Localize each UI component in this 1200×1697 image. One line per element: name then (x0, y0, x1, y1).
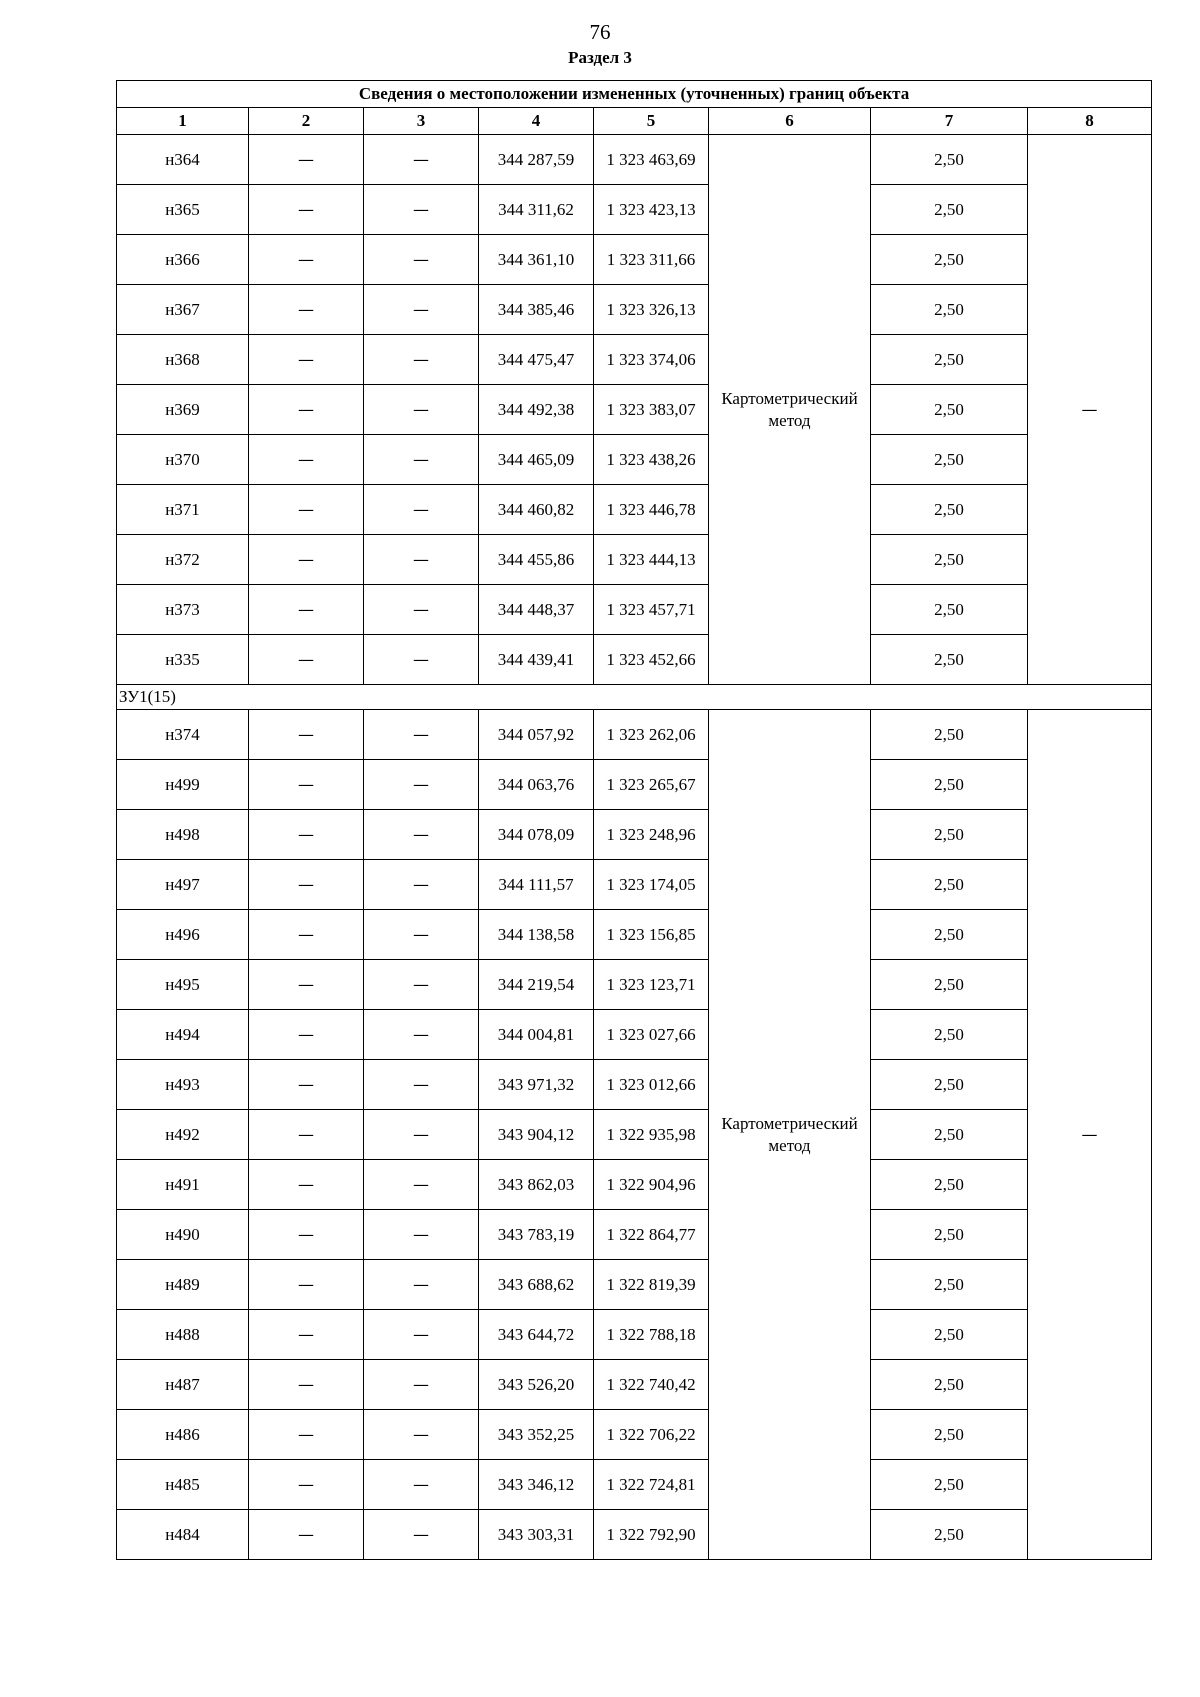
column-3-cell: — (364, 860, 479, 910)
table-row (117, 1160, 1152, 1210)
y-coordinate-cell: 1 322 904,96 (594, 1160, 709, 1210)
x-coordinate-cell: 343 688,62 (479, 1260, 594, 1310)
column-2-cell: — (249, 535, 364, 585)
x-coordinate-cell: 344 448,37 (479, 585, 594, 635)
column-3-cell: — (364, 185, 479, 235)
x-coordinate-cell: 344 385,46 (479, 285, 594, 335)
accuracy-cell: 2,50 (871, 335, 1028, 385)
column-number: 2 (249, 108, 364, 135)
point-name-cell: н365 (117, 185, 249, 235)
accuracy-cell: 2,50 (871, 535, 1028, 585)
column-3-cell: — (364, 910, 479, 960)
x-coordinate-cell: 344 004,81 (479, 1010, 594, 1060)
table-row (117, 1060, 1152, 1110)
table-row (117, 1510, 1152, 1560)
column-number: 8 (1028, 108, 1152, 135)
table-row (117, 235, 1152, 285)
x-coordinate-cell: 343 644,72 (479, 1310, 594, 1360)
table-row (117, 910, 1152, 960)
y-coordinate-cell: 1 323 262,06 (594, 710, 709, 760)
y-coordinate-cell: 1 323 265,67 (594, 760, 709, 810)
table-row (117, 710, 1152, 760)
y-coordinate-cell: 1 323 383,07 (594, 385, 709, 435)
point-name-cell: н486 (117, 1410, 249, 1460)
point-name-cell: н490 (117, 1210, 249, 1260)
column-2-cell: — (249, 1010, 364, 1060)
accuracy-cell: 2,50 (871, 135, 1028, 185)
accuracy-cell: 2,50 (871, 1110, 1028, 1160)
table-row (117, 285, 1152, 335)
column-3-cell: — (364, 535, 479, 585)
column-2-cell: — (249, 710, 364, 760)
table-row (117, 1460, 1152, 1510)
table-body (117, 135, 1152, 1560)
accuracy-cell: 2,50 (871, 1010, 1028, 1060)
method-cell: Картометрический метод (709, 710, 871, 1560)
table-row (117, 485, 1152, 535)
accuracy-cell: 2,50 (871, 1160, 1028, 1210)
column-3-cell: — (364, 335, 479, 385)
point-name-cell: н497 (117, 860, 249, 910)
point-name-cell: н371 (117, 485, 249, 535)
column-2-cell: — (249, 135, 364, 185)
x-coordinate-cell: 343 971,32 (479, 1060, 594, 1110)
column-3-cell: — (364, 710, 479, 760)
column-number: 3 (364, 108, 479, 135)
column-3-cell: — (364, 1010, 479, 1060)
accuracy-cell: 2,50 (871, 1060, 1028, 1110)
accuracy-cell: 2,50 (871, 1360, 1028, 1410)
point-name-cell: н366 (117, 235, 249, 285)
point-name-cell: н370 (117, 435, 249, 485)
column-3-cell: — (364, 135, 479, 185)
column-number-row (117, 108, 1152, 135)
y-coordinate-cell: 1 322 740,42 (594, 1360, 709, 1410)
accuracy-cell: 2,50 (871, 185, 1028, 235)
column-2-cell: — (249, 1060, 364, 1110)
point-name-cell: н488 (117, 1310, 249, 1360)
x-coordinate-cell: 343 783,19 (479, 1210, 594, 1260)
point-name-cell: н373 (117, 585, 249, 635)
table-row (117, 635, 1152, 685)
accuracy-cell: 2,50 (871, 710, 1028, 760)
y-coordinate-cell: 1 322 819,39 (594, 1260, 709, 1310)
accuracy-cell: 2,50 (871, 910, 1028, 960)
point-name-cell: н496 (117, 910, 249, 960)
x-coordinate-cell: 344 492,38 (479, 385, 594, 435)
column-3-cell: — (364, 1160, 479, 1210)
table-row (117, 385, 1152, 435)
column-3-cell: — (364, 760, 479, 810)
x-coordinate-cell: 344 063,76 (479, 760, 594, 810)
x-coordinate-cell: 343 904,12 (479, 1110, 594, 1160)
accuracy-cell: 2,50 (871, 285, 1028, 335)
column-number: 1 (117, 108, 249, 135)
accuracy-cell: 2,50 (871, 435, 1028, 485)
table-row (117, 760, 1152, 810)
table-row (117, 435, 1152, 485)
y-coordinate-cell: 1 322 792,90 (594, 1510, 709, 1560)
table-row (117, 860, 1152, 910)
page-number: 76 (589, 20, 611, 44)
point-name-cell: н369 (117, 385, 249, 435)
point-name-cell: н498 (117, 810, 249, 860)
y-coordinate-cell: 1 323 012,66 (594, 1060, 709, 1110)
y-coordinate-cell: 1 323 452,66 (594, 635, 709, 685)
point-name-cell: н489 (117, 1260, 249, 1310)
column-3-cell: — (364, 485, 479, 535)
point-name-cell: н484 (117, 1510, 249, 1560)
column-3-cell: — (364, 1310, 479, 1360)
y-coordinate-cell: 1 323 311,66 (594, 235, 709, 285)
y-coordinate-cell: 1 322 788,18 (594, 1310, 709, 1360)
column-2-cell: — (249, 1310, 364, 1360)
point-name-cell: н368 (117, 335, 249, 385)
column-3-cell: — (364, 1460, 479, 1510)
column-2-cell: — (249, 385, 364, 435)
y-coordinate-cell: 1 323 463,69 (594, 135, 709, 185)
column-2-cell: — (249, 485, 364, 535)
column-2-cell: — (249, 285, 364, 335)
y-coordinate-cell: 1 322 724,81 (594, 1460, 709, 1510)
column-2-cell: — (249, 960, 364, 1010)
point-name-cell: н372 (117, 535, 249, 585)
accuracy-cell: 2,50 (871, 485, 1028, 535)
column-3-cell: — (364, 1110, 479, 1160)
column-2-cell: — (249, 1360, 364, 1410)
point-name-cell: н491 (117, 1160, 249, 1210)
accuracy-cell: 2,50 (871, 960, 1028, 1010)
y-coordinate-cell: 1 323 423,13 (594, 185, 709, 235)
column-2-cell: — (249, 1460, 364, 1510)
column-number: 5 (594, 108, 709, 135)
y-coordinate-cell: 1 322 706,22 (594, 1410, 709, 1460)
accuracy-cell: 2,50 (871, 1210, 1028, 1260)
column-3-cell: — (364, 635, 479, 685)
column-2-cell: — (249, 635, 364, 685)
x-coordinate-cell: 344 465,09 (479, 435, 594, 485)
y-coordinate-cell: 1 323 248,96 (594, 810, 709, 860)
column-2-cell: — (249, 435, 364, 485)
x-coordinate-cell: 344 111,57 (479, 860, 594, 910)
table-row (117, 1010, 1152, 1060)
x-coordinate-cell: 344 078,09 (479, 810, 594, 860)
boundary-coordinates-table (116, 80, 1152, 1560)
point-name-cell: н364 (117, 135, 249, 185)
x-coordinate-cell: 344 439,41 (479, 635, 594, 685)
group-label: ЗУ1(15) (117, 685, 1152, 710)
column-2-cell: — (249, 860, 364, 910)
column-3-cell: — (364, 1260, 479, 1310)
y-coordinate-cell: 1 323 156,85 (594, 910, 709, 960)
point-name-cell: н335 (117, 635, 249, 685)
column-3-cell: — (364, 585, 479, 635)
point-name-cell: н367 (117, 285, 249, 335)
column-2-cell: — (249, 1510, 364, 1560)
column-3-cell: — (364, 1060, 479, 1110)
table-row (117, 535, 1152, 585)
table-row (117, 1210, 1152, 1260)
x-coordinate-cell: 344 219,54 (479, 960, 594, 1010)
x-coordinate-cell: 344 311,62 (479, 185, 594, 235)
table-row (117, 185, 1152, 235)
table-row (117, 335, 1152, 385)
x-coordinate-cell: 344 455,86 (479, 535, 594, 585)
column-3-cell: — (364, 960, 479, 1010)
column-3-cell: — (364, 235, 479, 285)
point-name-cell: н495 (117, 960, 249, 1010)
column-3-cell: — (364, 1510, 479, 1560)
column-2-cell: — (249, 335, 364, 385)
column-3-cell: — (364, 1360, 479, 1410)
y-coordinate-cell: 1 322 864,77 (594, 1210, 709, 1260)
column-2-cell: — (249, 1410, 364, 1460)
column-3-cell: — (364, 435, 479, 485)
x-coordinate-cell: 344 361,10 (479, 235, 594, 285)
column-2-cell: — (249, 760, 364, 810)
column-2-cell: — (249, 810, 364, 860)
column-number: 6 (709, 108, 871, 135)
table-row (117, 585, 1152, 635)
point-name-cell: н494 (117, 1010, 249, 1060)
x-coordinate-cell: 344 475,47 (479, 335, 594, 385)
accuracy-cell: 2,50 (871, 1260, 1028, 1310)
column-2-cell: — (249, 1160, 364, 1210)
column-2-cell: — (249, 1260, 364, 1310)
y-coordinate-cell: 1 323 446,78 (594, 485, 709, 535)
accuracy-cell: 2,50 (871, 635, 1028, 685)
y-coordinate-cell: 1 323 174,05 (594, 860, 709, 910)
point-name-cell: н485 (117, 1460, 249, 1510)
x-coordinate-cell: 343 352,25 (479, 1410, 594, 1460)
column-2-cell: — (249, 1110, 364, 1160)
y-coordinate-cell: 1 323 444,13 (594, 535, 709, 585)
accuracy-cell: 2,50 (871, 1410, 1028, 1460)
point-name-cell: н374 (117, 710, 249, 760)
column-number: 7 (871, 108, 1028, 135)
column-3-cell: — (364, 1210, 479, 1260)
column-2-cell: — (249, 910, 364, 960)
table-row (117, 1110, 1152, 1160)
y-coordinate-cell: 1 323 123,71 (594, 960, 709, 1010)
x-coordinate-cell: 343 526,20 (479, 1360, 594, 1410)
y-coordinate-cell: 1 323 457,71 (594, 585, 709, 635)
column-3-cell: — (364, 285, 479, 335)
group-header-row (117, 685, 1152, 710)
y-coordinate-cell: 1 323 027,66 (594, 1010, 709, 1060)
table-row (117, 1310, 1152, 1360)
accuracy-cell: 2,50 (871, 760, 1028, 810)
x-coordinate-cell: 343 346,12 (479, 1460, 594, 1510)
x-coordinate-cell: 344 460,82 (479, 485, 594, 535)
accuracy-cell: 2,50 (871, 585, 1028, 635)
accuracy-cell: 2,50 (871, 860, 1028, 910)
point-name-cell: н499 (117, 760, 249, 810)
column-2-cell: — (249, 585, 364, 635)
table-row (117, 1360, 1152, 1410)
y-coordinate-cell: 1 323 374,06 (594, 335, 709, 385)
y-coordinate-cell: 1 323 438,26 (594, 435, 709, 485)
point-name-cell: н493 (117, 1060, 249, 1110)
x-coordinate-cell: 344 138,58 (479, 910, 594, 960)
x-coordinate-cell: 344 287,59 (479, 135, 594, 185)
table-row (117, 135, 1152, 185)
accuracy-cell: 2,50 (871, 1310, 1028, 1360)
table-row (117, 960, 1152, 1010)
column-number: 4 (479, 108, 594, 135)
table-caption: Сведения о местоположении измененных (уточненных) границ объекта (117, 81, 1152, 108)
table-row (117, 1410, 1152, 1460)
column-2-cell: — (249, 235, 364, 285)
table-row (117, 810, 1152, 860)
column-8-cell: — (1028, 135, 1152, 685)
x-coordinate-cell: 344 057,92 (479, 710, 594, 760)
x-coordinate-cell: 343 862,03 (479, 1160, 594, 1210)
column-3-cell: — (364, 385, 479, 435)
point-name-cell: н492 (117, 1110, 249, 1160)
column-3-cell: — (364, 1410, 479, 1460)
column-2-cell: — (249, 185, 364, 235)
accuracy-cell: 2,50 (871, 235, 1028, 285)
accuracy-cell: 2,50 (871, 810, 1028, 860)
section-title: Раздел 3 (568, 48, 632, 67)
accuracy-cell: 2,50 (871, 1510, 1028, 1560)
column-3-cell: — (364, 810, 479, 860)
table-row (117, 1260, 1152, 1310)
column-2-cell: — (249, 1210, 364, 1260)
accuracy-cell: 2,50 (871, 385, 1028, 435)
y-coordinate-cell: 1 323 326,13 (594, 285, 709, 335)
method-cell: Картометрический метод (709, 135, 871, 685)
accuracy-cell: 2,50 (871, 1460, 1028, 1510)
y-coordinate-cell: 1 322 935,98 (594, 1110, 709, 1160)
point-name-cell: н487 (117, 1360, 249, 1410)
column-8-cell: — (1028, 710, 1152, 1560)
x-coordinate-cell: 343 303,31 (479, 1510, 594, 1560)
